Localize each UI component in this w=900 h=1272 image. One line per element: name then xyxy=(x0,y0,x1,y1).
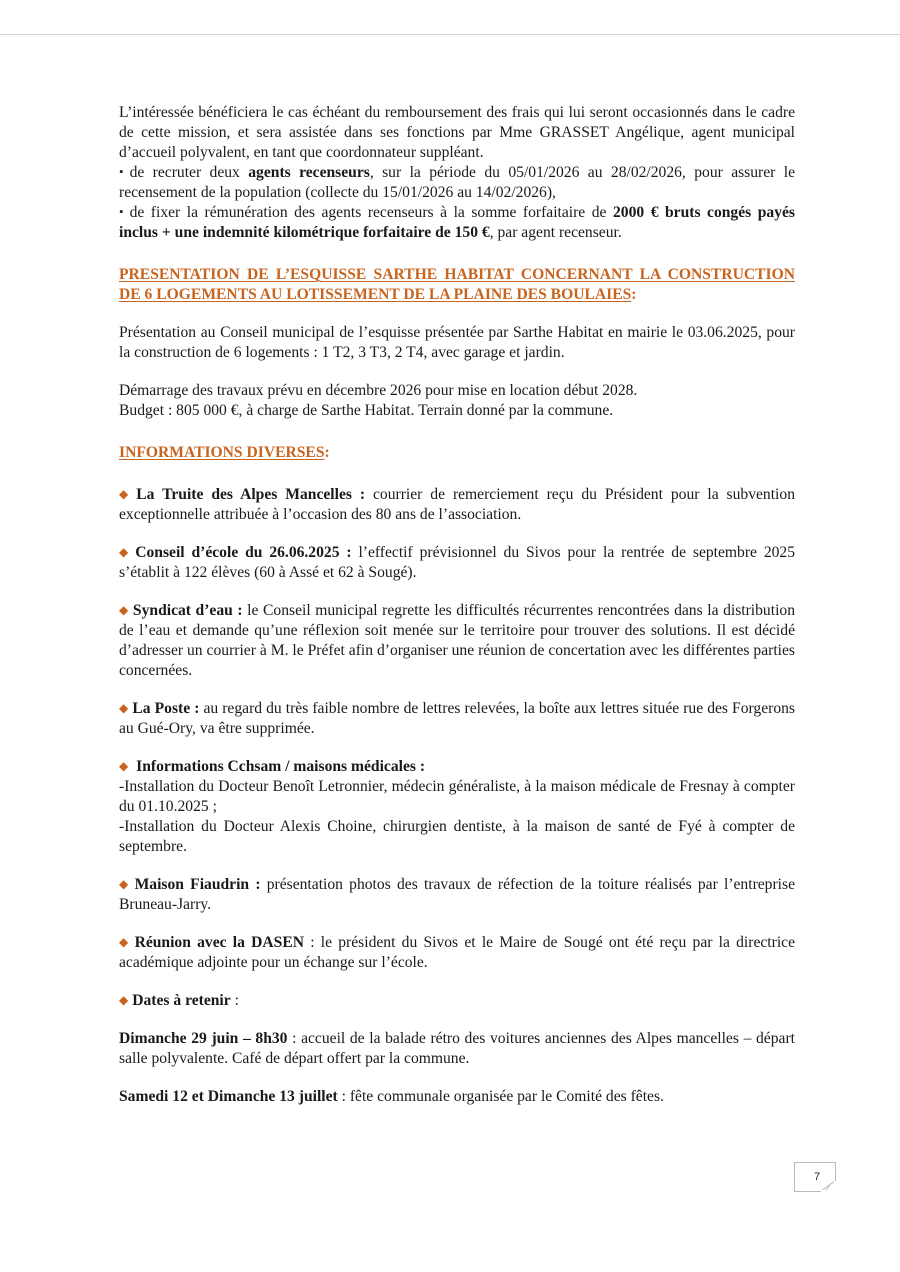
page-number-badge xyxy=(794,1162,836,1192)
diamond-icon: ◆ xyxy=(119,603,129,617)
document-body xyxy=(119,103,795,1107)
info-item-conseil-ecole: ◆ Conseil d’école du 26.06.2025 : l’effectif prévisionnel du Sivos pour la rentrée de septembre 2025 s’établit à 122 élèves (60 à Assé et 62 à Sougé). xyxy=(119,544,796,581)
info-item-dates-title: ◆ Dates à retenir : xyxy=(119,992,239,1009)
page-number: 7 xyxy=(814,1171,821,1183)
section-heading-esquisse: PRESENTATION DE L’ESQUISSE SARTHE HABITAT CONCERNANT LA CONSTRUCTION DE 6 LOGEMENTS AU LOTISSEMENT DE LA PLAINE DES BOULAIES: xyxy=(119,266,795,303)
diamond-icon: ◆ xyxy=(119,935,131,949)
page-curl-icon xyxy=(820,1180,836,1192)
info-item-dasen: ◆ Réunion avec la DASEN : le président du Sivos et le Maire de Sougé ont été reçu par la directrice académique adjointe pour un échange sur l’école. xyxy=(119,934,795,971)
diamond-icon: ◆ xyxy=(119,545,132,559)
bullet-recruit: • de recruter deux agents recenseurs, sur la période du 05/01/2026 au 28/02/2026, pour assurer le recensement de la population (collecte du 15/01/2026 au 14/02/2026), xyxy=(119,164,796,201)
bullet-remuneration: • de fixer la rémunération des agents recenseurs à la somme forfaitaire de 2000 € bruts congés payés inclus + une indemnité kilométrique forfaitaire de 150 €, par agent recenseur. xyxy=(119,204,795,241)
diamond-icon: ◆ xyxy=(119,877,131,891)
bullet-icon: • xyxy=(119,164,124,179)
info-item-truite: ◆ La Truite des Alpes Mancelles : courrier de remerciement reçu du Président pour la subvention exceptionnelle attribuée à l’occasion des 80 ans de l’association. xyxy=(119,486,795,523)
date-entry-fete: Samedi 12 et Dimanche 13 juillet : fête communale organisée par le Comité des fêtes. xyxy=(119,1088,664,1105)
info-item-maison-fiaudrin: ◆ Maison Fiaudrin : présentation photos des travaux de réfection de la toiture réalisés par l’entreprise Bruneau-Jarry. xyxy=(119,876,795,913)
date-entry-balade: Dimanche 29 juin – 8h30 : accueil de la balade rétro des voitures anciennes des Alpes mancelles – départ salle polyvalente. Café de départ offert par la commune. xyxy=(119,1030,795,1067)
info-item-medical-title: ◆ Informations Cchsam / maisons médicales : xyxy=(119,758,426,775)
medical-line-2: -Installation du Docteur Alexis Choine, chirurgien dentiste, à la maison de santé de Fyé à compter de septembre. xyxy=(119,818,795,855)
medical-line-1: -Installation du Docteur Benoît Letronnier, médecin généraliste, à la maison médicale de Fresnay à compter du 01.10.2025 ; xyxy=(119,778,795,815)
info-item-syndicat-eau: ◆ Syndicat d’eau : le Conseil municipal regrette les difficultés récurrentes rencontrées dans la distribution de l’eau et demande qu’une réflexion soit menée sur le territoire pour trouver des solutions. Il est décidé d’adresser un courrier à M. le Préfet afin d’organiser une réunion de concertation avec les différentes parties concernées. xyxy=(119,602,795,679)
section-heading-informations: INFORMATIONS DIVERSES: xyxy=(119,444,330,461)
esquisse-paragraph: Présentation au Conseil municipal de l’esquisse présentée par Sarthe Habitat en mairie le 03.06.2025, pour la construction de 6 logements : 1 T2, 3 T3, 2 T4, avec garage et jardin. xyxy=(119,324,795,361)
header-rule xyxy=(0,34,900,35)
diamond-icon: ◆ xyxy=(119,701,129,715)
diamond-icon: ◆ xyxy=(119,759,129,773)
intro-paragraph: L’intéressée bénéficiera le cas échéant du remboursement des frais qui lui seront occasionnés dans le cadre de cette mission, et sera assistée dans ses fonctions par Mme GRASSET Angélique, agent municipal d’accueil polyvalent, en tant que coordonnateur suppléant. xyxy=(119,104,795,161)
works-start-line: Démarrage des travaux prévu en décembre 2026 pour mise en location début 2028. xyxy=(119,382,638,399)
diamond-icon: ◆ xyxy=(119,993,129,1007)
bullet-icon: • xyxy=(119,204,124,219)
diamond-icon: ◆ xyxy=(119,487,133,501)
info-item-la-poste: ◆ La Poste : au regard du très faible nombre de lettres relevées, la boîte aux lettres située rue des Forgerons au Gué-Ory, va être supprimée. xyxy=(119,700,795,737)
budget-line: Budget : 805 000 €, à charge de Sarthe Habitat. Terrain donné par la commune. xyxy=(119,402,614,419)
